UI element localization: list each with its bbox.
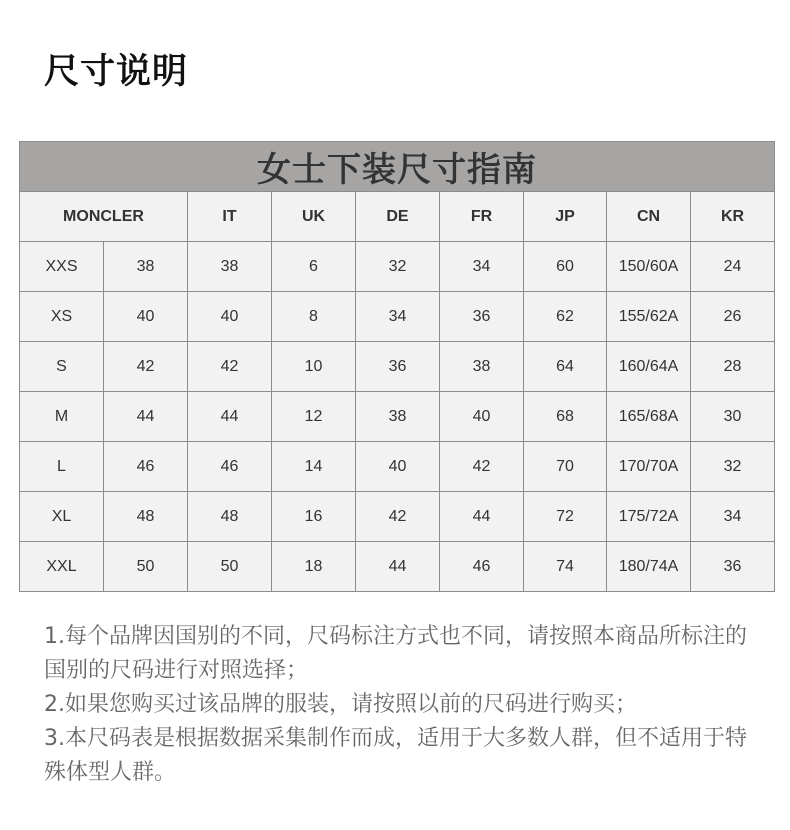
header-uk: UK — [272, 192, 356, 242]
header-fr: FR — [440, 192, 524, 242]
table-cell: 64 — [524, 342, 607, 392]
table-header-row — [20, 192, 775, 242]
table-cell: 32 — [356, 242, 440, 292]
table-cell: 155/62A — [607, 292, 691, 342]
table-cell: 44 — [356, 542, 440, 592]
table-cell: XXS — [20, 242, 104, 292]
table-cell: 46 — [104, 442, 188, 492]
table-cell: 62 — [524, 292, 607, 342]
table-row — [20, 492, 775, 542]
table-cell: 36 — [440, 292, 524, 342]
table-cell: 16 — [272, 492, 356, 542]
table-cell: 50 — [188, 542, 272, 592]
note-3: 3.本尺码表是根据数据采集制作而成，适用于大多数人群，但不适用于特殊体型人群。 — [44, 726, 747, 785]
table-cell: 40 — [104, 292, 188, 342]
table-cell: 44 — [440, 492, 524, 542]
table-cell: 38 — [356, 392, 440, 442]
table-cell: M — [20, 392, 104, 442]
table-cell: 46 — [188, 442, 272, 492]
table-cell: 38 — [188, 242, 272, 292]
table-cell: 40 — [356, 442, 440, 492]
table-cell: 10 — [272, 342, 356, 392]
table-cell: 180/74A — [607, 542, 691, 592]
header-de: DE — [356, 192, 440, 242]
header-cn: CN — [607, 192, 691, 242]
table-cell: 42 — [104, 342, 188, 392]
table-row — [20, 542, 775, 592]
table-cell: 38 — [104, 242, 188, 292]
table-row — [20, 392, 775, 442]
table-cell: 68 — [524, 392, 607, 442]
table-cell: 40 — [188, 292, 272, 342]
note-1: 1.每个品牌因国别的不同，尺码标注方式也不同，请按照本商品所标注的国别的尺码进行对照选择； — [44, 624, 747, 683]
table-cell: 42 — [188, 342, 272, 392]
table-cell: 24 — [691, 242, 775, 292]
table-cell: 28 — [691, 342, 775, 392]
table-cell: 44 — [104, 392, 188, 442]
table-cell: 60 — [524, 242, 607, 292]
table-row — [20, 342, 775, 392]
table-cell: 160/64A — [607, 342, 691, 392]
table-cell: XL — [20, 492, 104, 542]
table-title-row — [20, 142, 775, 192]
table-cell: 30 — [691, 392, 775, 442]
table-cell: 38 — [440, 342, 524, 392]
table-cell: 34 — [691, 492, 775, 542]
header-jp: JP — [524, 192, 607, 242]
table-cell: 44 — [188, 392, 272, 442]
page-title: 尺寸说明 — [44, 52, 189, 92]
table-cell: 36 — [356, 342, 440, 392]
table-cell: 42 — [356, 492, 440, 542]
table-cell: 36 — [691, 542, 775, 592]
table-cell: S — [20, 342, 104, 392]
size-notes — [44, 620, 759, 790]
table-cell: 175/72A — [607, 492, 691, 542]
table-cell: 6 — [272, 242, 356, 292]
table-cell: 34 — [356, 292, 440, 342]
table-cell: 42 — [440, 442, 524, 492]
table-row — [20, 442, 775, 492]
table-cell: 165/68A — [607, 392, 691, 442]
table-cell: 46 — [440, 542, 524, 592]
header-moncler: MONCLER — [20, 192, 188, 242]
note-2: 2.如果您购买过该品牌的服装，请按照以前的尺码进行购买； — [44, 692, 637, 717]
table-cell: 12 — [272, 392, 356, 442]
header-kr: KR — [691, 192, 775, 242]
header-it: IT — [188, 192, 272, 242]
table-cell: XXL — [20, 542, 104, 592]
table-cell: 50 — [104, 542, 188, 592]
table-cell: 48 — [188, 492, 272, 542]
size-chart-table — [19, 141, 775, 592]
table-row — [20, 292, 775, 342]
table-cell: 48 — [104, 492, 188, 542]
table-cell: L — [20, 442, 104, 492]
table-cell: 14 — [272, 442, 356, 492]
table-title: 女士下装尺寸指南 — [20, 142, 775, 192]
table-cell: 74 — [524, 542, 607, 592]
table-cell: 18 — [272, 542, 356, 592]
table-cell: XS — [20, 292, 104, 342]
table-cell: 150/60A — [607, 242, 691, 292]
table-cell: 170/70A — [607, 442, 691, 492]
table-cell: 40 — [440, 392, 524, 442]
table-row — [20, 242, 775, 292]
table-cell: 72 — [524, 492, 607, 542]
table-cell: 32 — [691, 442, 775, 492]
table-cell: 8 — [272, 292, 356, 342]
table-cell: 70 — [524, 442, 607, 492]
table-cell: 26 — [691, 292, 775, 342]
table-cell: 34 — [440, 242, 524, 292]
